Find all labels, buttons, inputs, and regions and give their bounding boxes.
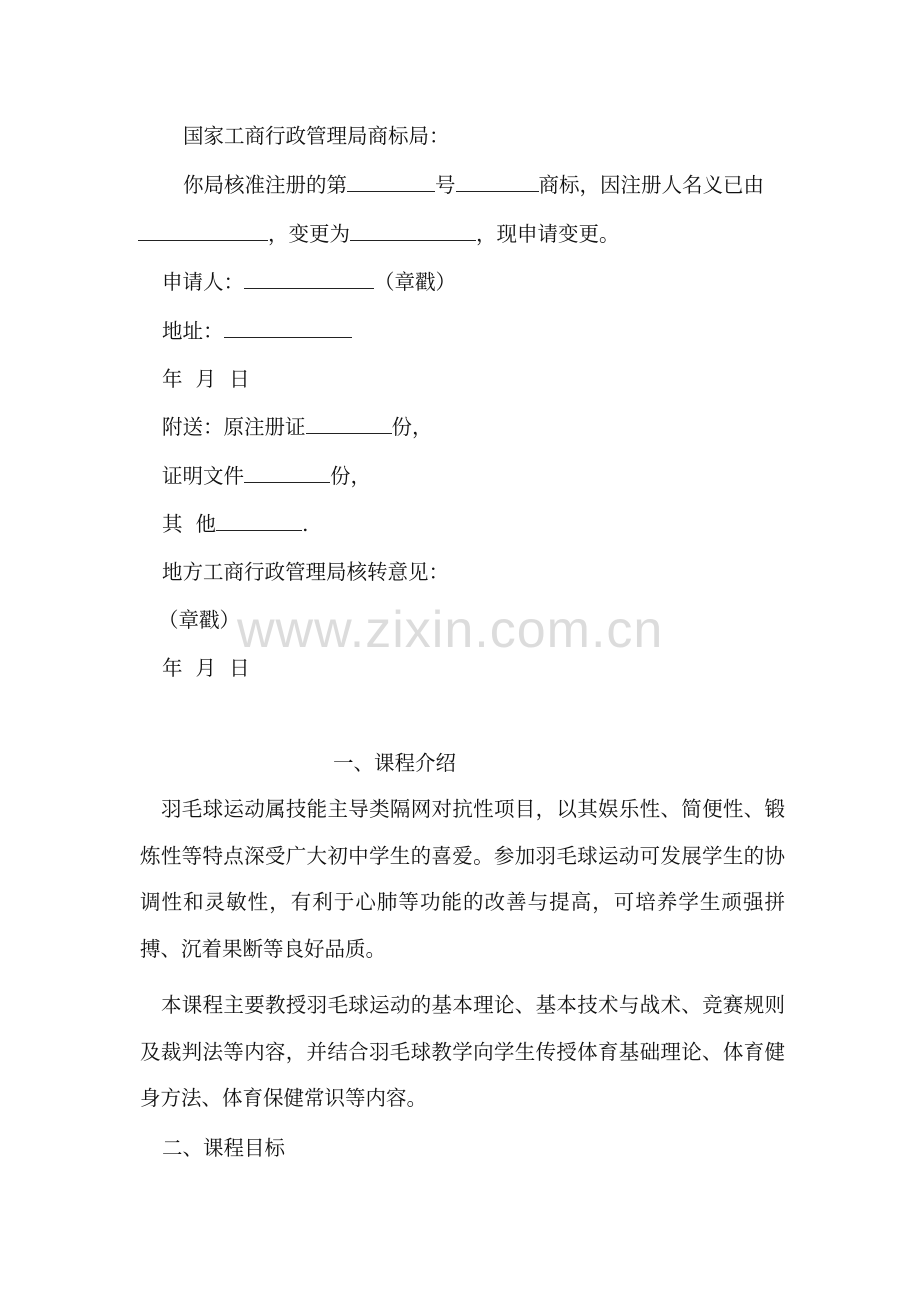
copies-suffix: 份， [391,415,433,439]
course-intro-paragraph: 羽毛球运动属技能主导类隔网对抗性项目，以其娱乐性、简便性、锻炼性等特点深受广大初中学生的喜爱。参加羽毛球运动可发展学生的协调性和灵敏性，有利于心肺等功能的改善与提高，可培养学生顽强拼搏、沉着果断等良好品质。 [140,797,785,961]
request-line-2 [138,220,620,248]
applicant-line [162,268,456,296]
old-name-blank [138,220,268,241]
trademark-name-blank [456,171,539,192]
proof-line [162,462,371,490]
proof-copies-blank [244,462,330,483]
others-label: 其 他 [162,512,217,536]
attach-label: 附送：原注册证 [162,415,306,439]
request-line-1 [183,171,764,199]
attach-line [162,413,433,441]
others-suffix: . [302,512,309,536]
certificate-copies-blank [306,413,392,434]
addressee: 国家工商行政管理局商标局： [183,124,450,148]
seal-note-2: （章戳） [158,608,240,632]
address-blank [224,317,352,338]
applicant-label: 申请人： [162,270,244,294]
section-title-course-goals: 二、课程目标 [162,1136,285,1160]
address-label: 地址： [162,319,224,343]
proof-copies-suffix: 份， [330,464,371,488]
request-text-4: ，变更为 [268,222,350,246]
registration-number-blank [347,171,435,192]
address-line [162,317,352,345]
request-text-1: 你局核准注册的第 [183,173,347,197]
local-opinion-line: 地方工商行政管理局核转意见： [162,560,449,584]
others-line [162,510,309,538]
section-title-course-intro: 一、课程介绍 [333,751,456,775]
request-text-3: 商标，因注册人名义已由 [538,173,764,197]
seal-note: （章戳） [374,270,456,294]
new-name-blank [350,220,476,241]
request-text-2: 号 [435,173,456,197]
watermark: www.zixin.com.cn [237,601,664,659]
proof-label: 证明文件 [162,464,244,488]
applicant-blank [244,268,374,289]
request-text-5: ，现申请变更。 [476,222,620,246]
others-blank [216,510,302,531]
course-content-paragraph: 本课程主要教授羽毛球运动的基本理论、基本技术与战术、竞赛规则及裁判法等内容，并结合羽毛球教学向学生传授体育基础理论、体育健身方法、体育保健常识等内容。 [140,993,785,1110]
date-line: 年 月 日 [162,367,250,391]
date-line-2: 年 月 日 [162,656,250,680]
